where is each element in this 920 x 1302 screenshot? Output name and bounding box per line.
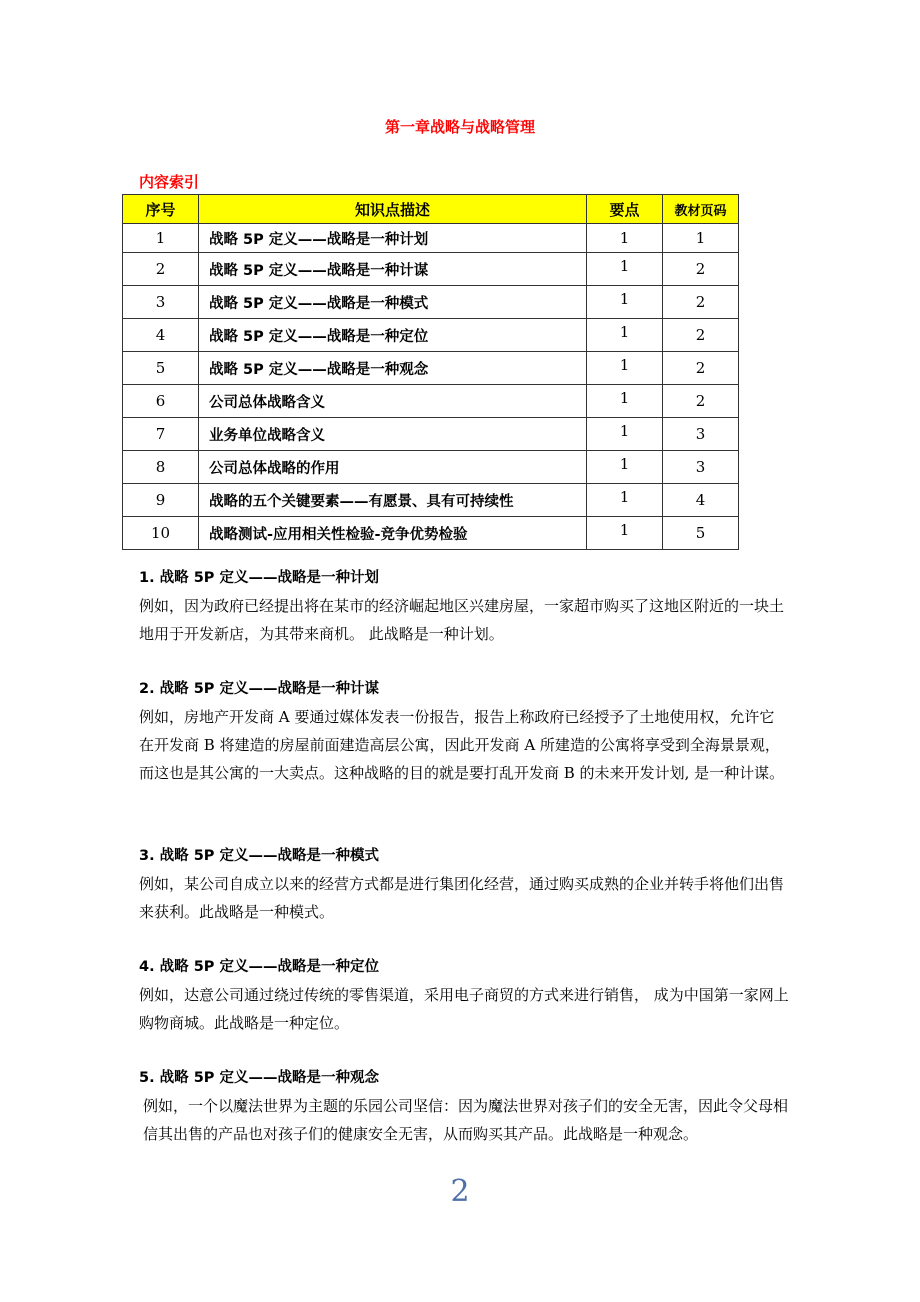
cell-point: 1 — [587, 451, 663, 484]
cell-point: 1 — [587, 385, 663, 418]
cell-point: 1 — [587, 484, 663, 517]
cell-desc: 战略的五个关键要素——有愿景、具有可持续性 — [199, 484, 587, 517]
section-plan — [139, 568, 789, 648]
cell-point: 1 — [587, 319, 663, 352]
cell-page: 2 — [663, 286, 739, 319]
content-index-table — [122, 194, 739, 550]
cell-no: 7 — [123, 418, 199, 451]
table-row — [123, 451, 739, 484]
cell-desc: 战略 5P 定义——战略是一种计谋 — [199, 253, 587, 286]
cell-no: 10 — [123, 517, 199, 550]
cell-point: 1 — [587, 517, 663, 550]
cell-page: 2 — [663, 352, 739, 385]
table-row — [123, 385, 739, 418]
cell-page: 3 — [663, 451, 739, 484]
section-body: 例如，一个以魔法世界为主题的乐园公司坚信：因为魔法世界对孩子们的安全无害，因此令父母相信其出售的产品也对孩子们的健康安全无害，从而购买其产品。此战略是一种观念。 — [143, 1097, 789, 1143]
section-body: 例如，房地产开发商 A 要通过媒体发表一份报告，报告上称政府已经授予了土地使用权，允许它在开发商 B 将建造的房屋前面建造高层公寓，因此开发商 A 所建造的公寓将享受到全海景景观，而这也是其公寓的一大卖点。这种战略的目的就是要打乱开发商 B 的未来开发计划, 是一种计谋。 — [139, 708, 785, 782]
cell-no: 1 — [123, 224, 199, 253]
cell-desc: 战略 5P 定义——战略是一种模式 — [199, 286, 587, 319]
cell-page: 5 — [663, 517, 739, 550]
header-desc: 知识点描述 — [199, 195, 587, 224]
cell-page: 1 — [663, 224, 739, 253]
chapter-title: 第一章战略与战略管理 — [384, 118, 535, 136]
cell-desc: 战略 5P 定义——战略是一种定位 — [199, 319, 587, 352]
cell-desc: 公司总体战略的作用 — [199, 451, 587, 484]
section-heading: 5. 战略 5P 定义——战略是一种观念 — [139, 1070, 379, 1086]
table-header-row — [123, 195, 739, 224]
section-ploy — [139, 679, 789, 787]
cell-no: 3 — [123, 286, 199, 319]
cell-point: 1 — [587, 286, 663, 319]
cell-no: 8 — [123, 451, 199, 484]
section-body: 例如，达意公司通过绕过传统的零售渠道，采用电子商贸的方式来进行销售， 成为中国第一家网上购物商城。此战略是一种定位。 — [139, 986, 789, 1032]
section-pattern — [139, 846, 789, 926]
cell-desc: 公司总体战略含义 — [199, 385, 587, 418]
section-body: 例如，某公司自成立以来的经营方式都是进行集团化经营，通过购买成熟的企业并转手将他们出售来获利。此战略是一种模式。 — [139, 875, 785, 921]
section-heading: 3. 战略 5P 定义——战略是一种模式 — [139, 848, 379, 864]
cell-no: 6 — [123, 385, 199, 418]
header-point: 要点 — [587, 195, 663, 224]
table-row — [123, 418, 739, 451]
cell-page: 2 — [663, 319, 739, 352]
section-body: 例如，因为政府已经提出将在某市的经济崛起地区兴建房屋，一家超市购买了这地区附近的一块土地用于开发新店，为其带来商机。 此战略是一种计划。 — [139, 597, 785, 643]
cell-page: 3 — [663, 418, 739, 451]
section-heading: 4. 战略 5P 定义——战略是一种定位 — [139, 959, 379, 975]
section-position — [139, 957, 789, 1037]
index-label: 内容索引 — [139, 173, 200, 191]
table-row — [123, 253, 739, 286]
section-heading: 1. 战略 5P 定义——战略是一种计划 — [139, 570, 379, 586]
cell-page: 2 — [663, 385, 739, 418]
header-page: 教材页码 — [663, 195, 739, 224]
cell-point: 1 — [587, 352, 663, 385]
table-row — [123, 319, 739, 352]
section-perspective — [139, 1068, 789, 1148]
table-row — [123, 484, 739, 517]
cell-page: 4 — [663, 484, 739, 517]
cell-desc: 战略 5P 定义——战略是一种观念 — [199, 352, 587, 385]
cell-point: 1 — [587, 224, 663, 253]
cell-desc: 战略 5P 定义——战略是一种计划 — [199, 224, 587, 253]
cell-desc: 战略测试-应用相关性检验-竞争优势检验 — [199, 517, 587, 550]
cell-desc: 业务单位战略含义 — [199, 418, 587, 451]
cell-page: 2 — [663, 253, 739, 286]
cell-no: 2 — [123, 253, 199, 286]
section-heading: 2. 战略 5P 定义——战略是一种计谋 — [139, 681, 379, 697]
cell-no: 5 — [123, 352, 199, 385]
table-row — [123, 224, 739, 253]
cell-point: 1 — [587, 418, 663, 451]
header-no: 序号 — [123, 195, 199, 224]
table-row — [123, 286, 739, 319]
cell-no: 4 — [123, 319, 199, 352]
cell-point: 1 — [587, 253, 663, 286]
cell-no: 9 — [123, 484, 199, 517]
page-number: 2 — [450, 1174, 470, 1209]
table-row — [123, 352, 739, 385]
table-row — [123, 517, 739, 550]
